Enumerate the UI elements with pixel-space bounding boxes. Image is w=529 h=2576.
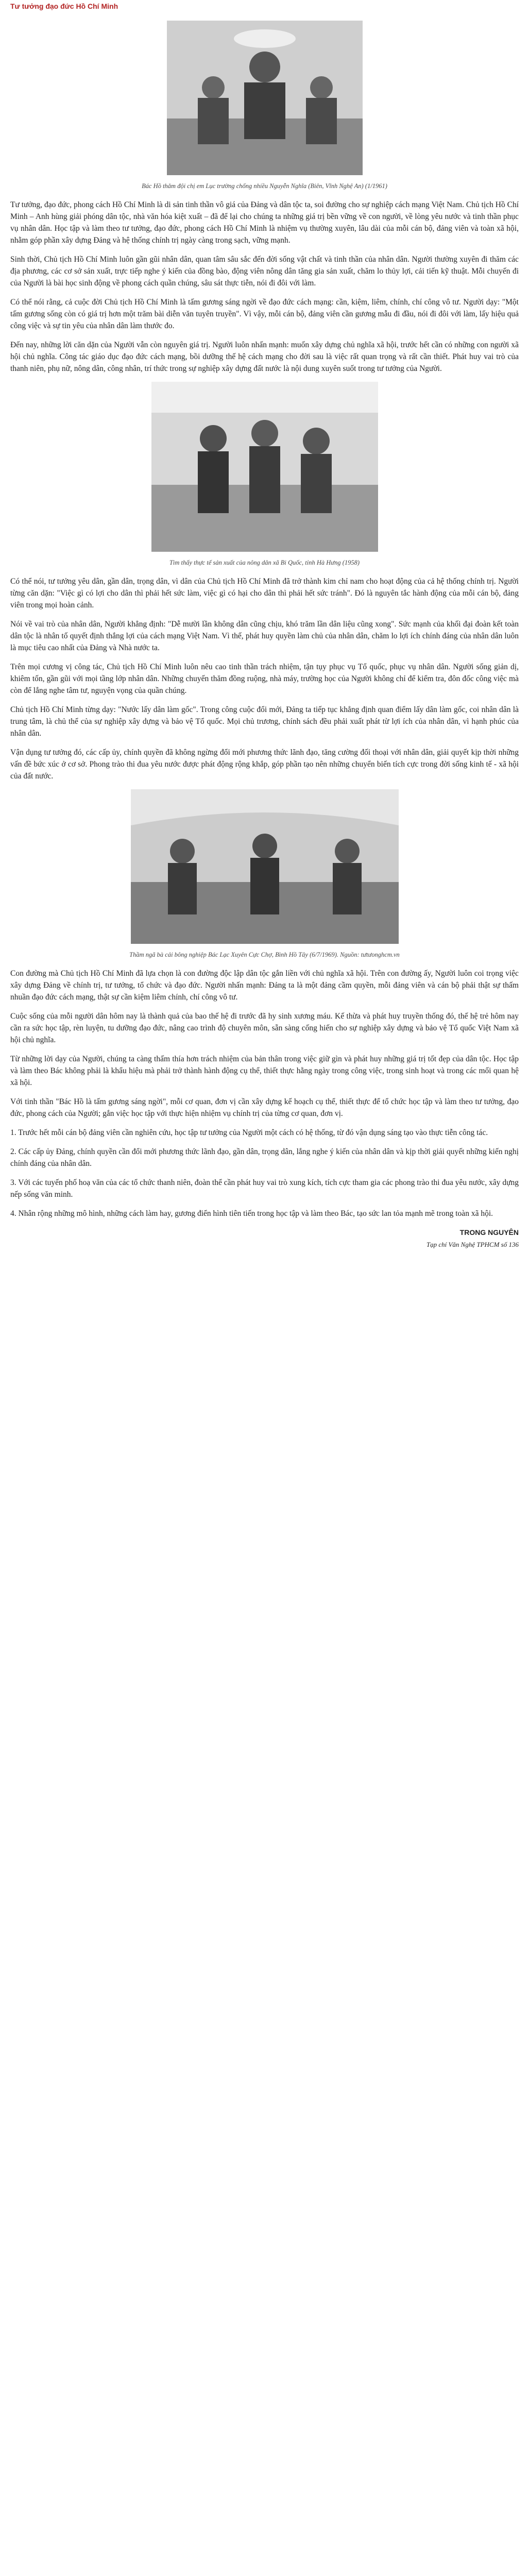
photo-2 (151, 382, 378, 552)
paragraph: Con đường mà Chủ tịch Hồ Chí Minh đã lựa chọn là con đường độc lập dân tộc gắn liền với chủ nghĩa xã hội. Trên con đường ấy, Người luôn coi trọng việc xây dựng Đảng về chính trị, tư tưởng, tổ chức và đạo đức. Người nhấn mạnh: Đảng ta là một đảng cầm quyền, mỗi đảng viên và cán bộ phải thật sự thấm nhuần đạo đức cách mạng, thật sự cần kiệm liêm chính, chí công vô tư. (10, 969, 519, 1002)
paragraph: Chủ tịch Hồ Chí Minh từng dạy: "Nước lấy dân làm gốc". Trong công cuộc đổi mới, Đảng ta tiếp tục khẳng định quan điểm lấy dân làm gốc, coi nhân dân là trung tâm, là chủ thể của sự nghiệp xây dựng và bảo vệ Tổ quốc. Mọi chủ trương, chính sách đều phải xuất phát từ lợi ích của nhân dân, vì hạnh phúc của nhân dân. (10, 705, 519, 738)
paragraph: Có thể nói, tư tưởng yêu dân, gần dân, trọng dân, vì dân của Chủ tịch Hồ Chí Minh đã trở thành kim chỉ nam cho hoạt động của cả hệ thống chính trị. Người từng căn dặn: "Việc gì có lợi cho dân thì phải hết sức làm, việc gì có hại cho dân thì phải hết sức tránh". Đó là nguyên tắc hành động của mỗi cán bộ, đảng viên trong mọi hoàn cảnh. (10, 577, 519, 609)
figure-1 (10, 21, 519, 191)
paragraph: Vận dụng tư tưởng đó, các cấp ủy, chính quyền đã không ngừng đổi mới phương thức lãnh đạo, tăng cường đối thoại với nhân dân, giải quyết kịp thời những vấn đề bức xúc ở cơ sở. Phong trào thi đua yêu nước được phát động rộng khắp, góp phần tạo nên những chuyển biến tích cực trong đời sống kinh tế - xã hội của đất nước. (10, 748, 519, 781)
paragraph: Với tinh thần "Bác Hồ là tấm gương sáng ngời", mỗi cơ quan, đơn vị cần xây dựng kế hoạch cụ thể, thiết thực để tổ chức học tập và làm theo tư tưởng, đạo đức, phong cách của Người; gắn việc học tập với thực hiện nhiệm vụ chính trị của từng cơ quan, đơn vị. (10, 1097, 519, 1118)
figure-2-caption: Tìm thấy thực tế sản xuất của nông dân xã Bi Quốc, tỉnh Hà Hưng (1958) (169, 559, 360, 566)
figure-3-caption: Thầm ngã bà cải bông nghiệp Bác Lạc Xuyên Cực Chợ, Bình Hồ Tây (6/7/1969). Nguồn: tưtưonghcm.vn (129, 951, 400, 958)
source-note: Tạp chí Văn Nghệ TPHCM số 136 (426, 1241, 519, 1248)
paragraph: 1. Trước hết mỗi cán bộ đảng viên cần nghiên cứu, học tập tư tưởng của Người một cách có hệ thống, từ đó vận dụng sáng tạo vào thực tiễn công tác. (10, 1128, 488, 1137)
paragraph: Đến nay, những lời căn dặn của Người vẫn còn nguyên giá trị. Người luôn nhấn mạnh: muốn xây dựng chủ nghĩa xã hội, trước hết cần có những con người xã hội chủ nghĩa. Công tác giáo dục đạo đức cách mạng, bồi dưỡng thế hệ cách mạng cho đời sau là việc rất quan trọng và rất cần thiết. Phát huy vai trò của thanh niên, phụ nữ, nông dân, công nhân, trí thức trong sự nghiệp xây dựng đất nước là nội dung xuyên suốt trong tư tưởng của Người. (10, 341, 519, 373)
paragraph: Trên mọi cương vị công tác, Chủ tịch Hồ Chí Minh luôn nêu cao tinh thần trách nhiệm, tận tụy phục vụ Tổ quốc, phục vụ nhân dân. Người sống giản dị, khiêm tốn, gần gũi với mọi tầng lớp nhân dân. Những chuyến thăm đồng ruộng, nhà máy, trường học của Người không chỉ để kiểm tra, đôn đốc công việc mà còn để lắng nghe tâm tư, nguyện vọng của quần chúng. (10, 663, 519, 695)
paragraph: 3. Với các tuyến phố hoạ văn của các tổ chức thanh niên, đoàn thể cần phát huy vai trò xung kích, tích cực tham gia các phong trào thi đua yêu nước, xây dựng nếp sống văn minh. (10, 1178, 519, 1199)
photo-1 (167, 21, 363, 175)
article-body (10, 15, 519, 1250)
paragraph: 4. Nhân rộng những mô hình, những cách làm hay, gương điển hình tiên tiến trong học tập và làm theo Bác, tạo sức lan tỏa mạnh mẽ trong toàn xã hội. (10, 1209, 493, 1218)
page-title: Tư tưởng đạo đức Hồ Chí Minh (10, 2, 118, 10)
photo-3-art (131, 789, 399, 944)
photo-2-art (151, 382, 378, 552)
paragraph: Tư tưởng, đạo đức, phong cách Hồ Chí Minh là di sản tinh thần vô giá của Đảng và dân tộc ta, soi đường cho sự nghiệp cách mạng Việt Nam. Chủ tịch Hồ Chí Minh – Anh hùng giải phóng dân tộc, nhà văn hóa kiệt xuất – đã để lại cho chúng ta những giá trị bền vững về con người, về lòng yêu nước và tinh thần phục vụ nhân dân. Học tập và làm theo tư tưởng, đạo đức, phong cách Hồ Chí Minh là nhiệm vụ thường xuyên, lâu dài của mỗi cán bộ, đảng viên và toàn xã hội, nhằm góp phần xây dựng Đảng và hệ thống chính trị ngày càng trong sạch, vững mạnh. (10, 200, 519, 245)
figure-1-caption: Bác Hồ thăm đội chị em Lục trường chống nhiều Nguyễn Nghĩa (Biên, Vĩnh Nghệ An) (1/1961) (142, 182, 387, 190)
author-name: TRONG NGUYÊN (459, 1228, 519, 1236)
photo-3 (131, 789, 399, 944)
paragraph: Từ những lời dạy của Người, chúng ta càng thấm thía hơn trách nhiệm của bản thân trong việc giữ gìn và phát huy những giá trị tốt đẹp của dân tộc. Học tập và làm theo Bác không phải là khẩu hiệu mà phải trở thành hành động cụ thể, thiết thực hằng ngày trong công việc, trong sinh hoạt và trong các mối quan hệ xã hội. (10, 1055, 519, 1087)
photo-1-art (167, 21, 363, 175)
paragraph: Sinh thời, Chủ tịch Hồ Chí Minh luôn gần gũi nhân dân, quan tâm sâu sắc đến đời sống vật chất và tinh thần của nhân dân. Người thường xuyên đi thăm các địa phương, các cơ sở sản xuất, trực tiếp nghe ý kiến của đồng bào, động viên nông dân tăng gia sản xuất, chăm lo thủy lợi, cải tiến kỹ thuật. Mỗi chuyến đi của Người là bài học sinh động về phong cách quần chúng, sâu sát thực tiễn, nói đi đôi với làm. (10, 255, 519, 287)
paragraph: 2. Các cấp ủy Đảng, chính quyền cần đổi mới phương thức lãnh đạo, gần dân, trọng dân, lắng nghe ý kiến của nhân dân và kịp thời giải quyết những kiến nghị chính đáng của nhân dân. (10, 1147, 519, 1168)
paragraph: Cuộc sống của mỗi người dân hôm nay là thành quả của bao thế hệ đi trước đã hy sinh xương máu. Kế thừa và phát huy truyền thống đó, thế hệ trẻ hôm nay cần ra sức học tập, rèn luyện, tu dưỡng đạo đức, nâng cao trình độ chuyên môn, sẵn sàng cống hiến cho sự nghiệp xây dựng và bảo vệ Tổ quốc Việt Nam xã hội chủ nghĩa. (10, 1012, 519, 1044)
figure-3 (10, 789, 519, 959)
signature-block (10, 1227, 519, 1250)
paragraph: Có thể nói rằng, cả cuộc đời Chủ tịch Hồ Chí Minh là tấm gương sáng ngời về đạo đức cách mạng: cần, kiệm, liêm, chính, chí công vô tư. Người dạy: "Một tấm gương sống còn có giá trị hơn một trăm bài diễn văn tuyên truyền". Vì vậy, mỗi cán bộ, đảng viên cần gương mẫu đi đầu, nói đi đôi với làm, lấy hiệu quả công việc và sự tin yêu của nhân dân làm thước đo. (10, 298, 519, 330)
figure-2 (10, 382, 519, 567)
paragraph: Nói về vai trò của nhân dân, Người khẳng định: "Dễ mười lần không dân cũng chịu, khó trăm lần dân liệu cũng xong". Sức mạnh của khối đại đoàn kết toàn dân tộc là nhân tố quyết định thắng lợi của cách mạng Việt Nam. Vì thế, phát huy quyền làm chủ của nhân dân, chăm lo lợi ích chính đáng của nhân dân luôn là mục tiêu cao nhất của Đảng và Nhà nước ta. (10, 620, 519, 652)
